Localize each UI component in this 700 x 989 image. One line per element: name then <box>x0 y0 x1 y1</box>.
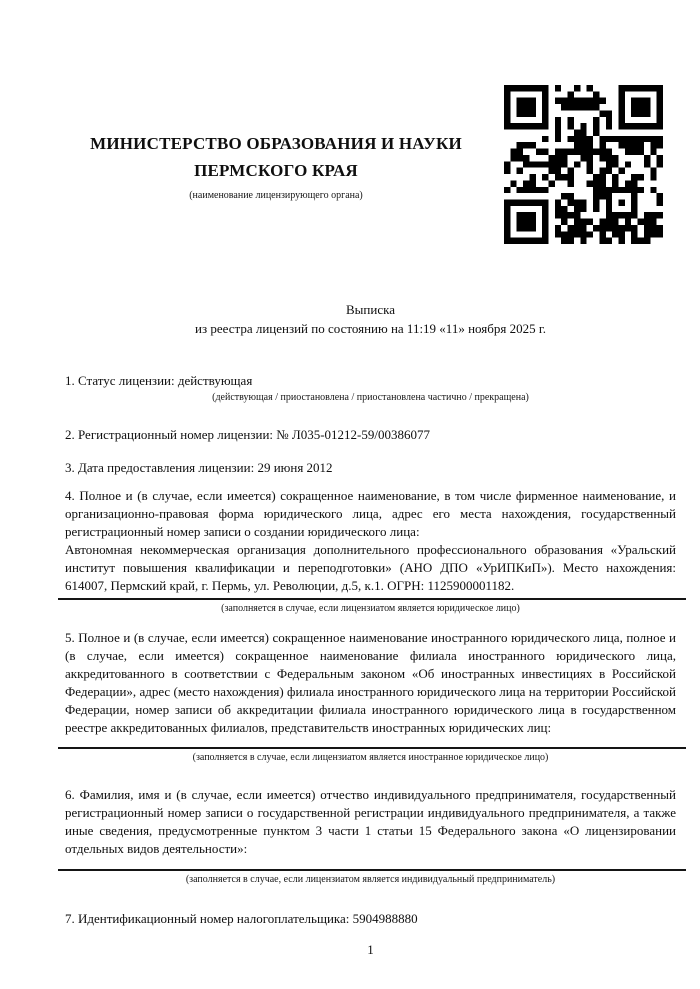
item-registration-number: 2. Регистрационный номер лицензии: № Л035-01212-59/00386077 <box>65 427 431 442</box>
licensing-authority-header <box>65 0 487 202</box>
item-legal-entity-label: 4. Полное и (в случае, если имеется) сокращенное наименование, в том числе фирменное наименование, и организационно-правовая форма юридического лица, адрес его места нахождения, государственный регистрационный номер записи о создании юридического лица: <box>65 488 676 539</box>
item-legal-entity-value: Автономная некоммерческая организация дополнительного профессионального образования «Уральский институт повышения квалификации и переподготовки» (АНО ДПО «УрИПКиП»). Место нахождения: 614007, Пермский край, г. Пермь, ул. Революции, д.5, к.1. ОГРН: 1125900001182. <box>65 542 676 593</box>
individual-field-caption: (заполняется в случае, если лицензиатом является индивидуальный предприниматель) <box>185 874 556 885</box>
page-number: 1 <box>367 942 374 957</box>
item-grant-date: 3. Дата предоставления лицензии: 29 июня 2012 <box>65 460 333 475</box>
qr-code-icon <box>504 85 663 244</box>
item-taxpayer-number: 7. Идентификационный номер налогоплательщика: 5904988880 <box>65 911 418 926</box>
foreign-entity-field-caption: (заполняется в случае, если лицензиатом является иностранное юридическое лицо) <box>192 752 549 763</box>
legal-entity-field-underline <box>58 595 686 600</box>
legal-entity-field-caption: (заполняется в случае, если лицензиатом является юридическое лицо) <box>221 603 520 614</box>
item-individual-label: 6. Фамилия, имя и (в случае, если имеется) отчество индивидуального предпринимателя, государственный регистрационный номер записи о государственной регистрации индивидуального предпринимателя, а также иные сведения, предусмотренные пунктом 3 части 1 статьи 15 Федерального закона «О лицензировании отдельных видов деятельности»: <box>65 787 676 856</box>
ministry-name-line1: МИНИСТЕРСТВО ОБРАЗОВАНИЯ И НАУКИ <box>90 134 462 153</box>
individual-field-underline <box>58 858 686 871</box>
title-line2: из реестра лицензий по состоянию на 11:19 «11» ноября 2025 г. <box>195 321 546 336</box>
authority-caption: (наименование лицензирующего органа) <box>189 190 363 201</box>
ministry-name-line2: ПЕРМСКОГО КРАЯ <box>194 161 358 180</box>
foreign-entity-field-underline <box>58 737 686 749</box>
document-title <box>65 300 676 338</box>
license-status-hint: (действующая / приостановлена / приостановлена частично / прекращена) <box>212 392 529 403</box>
item-license-status: 1. Статус лицензии: действующая <box>65 373 253 388</box>
item-foreign-entity-label: 5. Полное и (в случае, если имеется) сокращенное наименование иностранного юридического лица, полное и (в случае, если имеется) сокращенное наименование филиала иностранного юридического лица, аккредитованного в соответствии с Федеральным законом «Об иностранных инвестициях в Российской Федерации», адрес (место нахождения) филиала иностранного юридического лица на территории Российской Федерации, номер записи об аккредитации филиала иностранного юридического лица в государственном реестре аккредитованных филиалов, представительств иностранных юридических лиц: <box>65 630 676 735</box>
title-line1: Выписка <box>346 302 395 317</box>
